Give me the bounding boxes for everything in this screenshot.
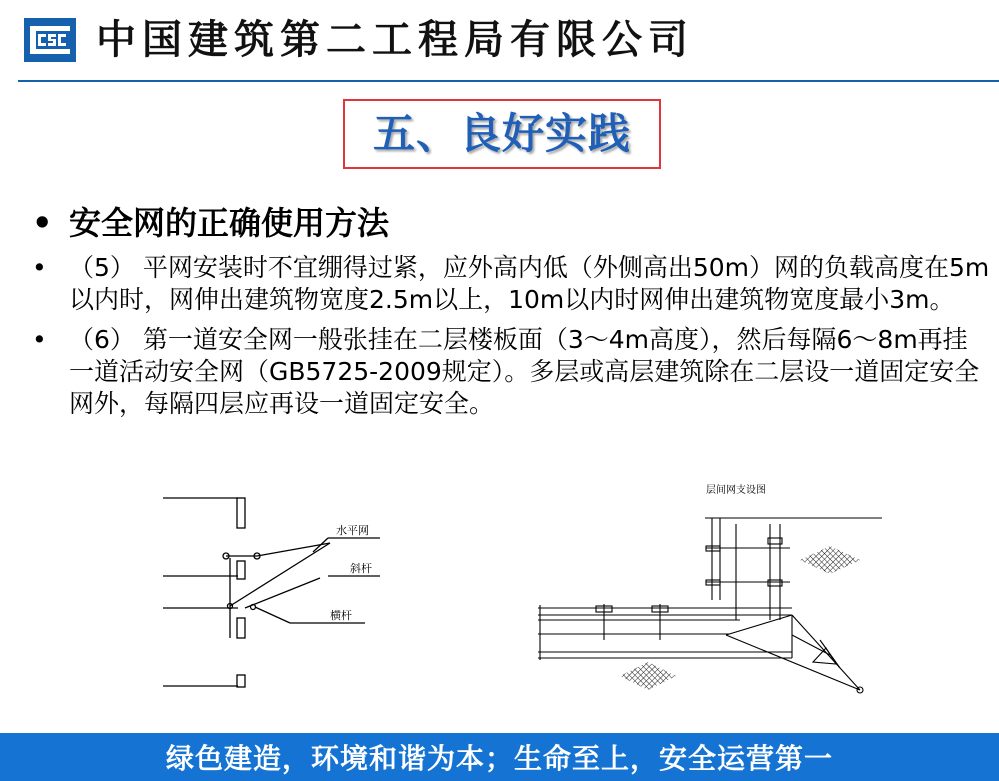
inter-floor-diagram-title: 层间网支设图 <box>706 485 766 496</box>
bullet-icon: • <box>32 253 47 282</box>
slide-title: 五、良好实践 <box>372 109 631 158</box>
paragraph-item <box>32 252 992 316</box>
slide-footer <box>0 733 999 781</box>
section-heading-text: 安全网的正确使用方法 <box>69 204 390 242</box>
slide-title-box <box>343 99 661 169</box>
company-logo <box>24 18 76 62</box>
diagonal-bar-label: 斜杆 <box>350 562 372 575</box>
cross-bar-label: 横杆 <box>330 609 352 622</box>
company-name: 中国建筑第二工程局有限公司 <box>96 17 694 63</box>
footer-slogan: 绿色建造，环境和谐为本；生命至上，安全运营第一 <box>165 742 833 775</box>
section-heading <box>32 200 992 246</box>
inter-floor-net-diagram <box>530 480 895 710</box>
horizontal-net-label: 水平网 <box>336 524 369 537</box>
cscec-logo-icon <box>24 18 76 62</box>
safety-net-diagram <box>150 488 430 698</box>
paragraph-item <box>32 324 992 420</box>
bullet-icon: • <box>32 325 47 354</box>
header-divider <box>18 80 999 82</box>
paragraph-text: （5） 平网安装时不宜绷得过紧，应外高内低（外侧高出50m）网的负载高度在5m以内时，网伸出建筑物宽度2.5m以上，10m以内时网伸出建筑物宽度最小3m。 <box>69 253 990 314</box>
slide-header <box>0 0 999 86</box>
paragraph-text: （6） 第一道安全网一般张挂在二层楼板面（3～4m高度），然后每隔6～8m再挂一道活动安全网（GB5725-2009规定）。多层或高层建筑除在二层设一道固定安全网外，每隔四层应再设一道固定安全。 <box>69 325 980 418</box>
bullet-icon: • <box>32 204 53 242</box>
slide-content <box>32 200 992 420</box>
